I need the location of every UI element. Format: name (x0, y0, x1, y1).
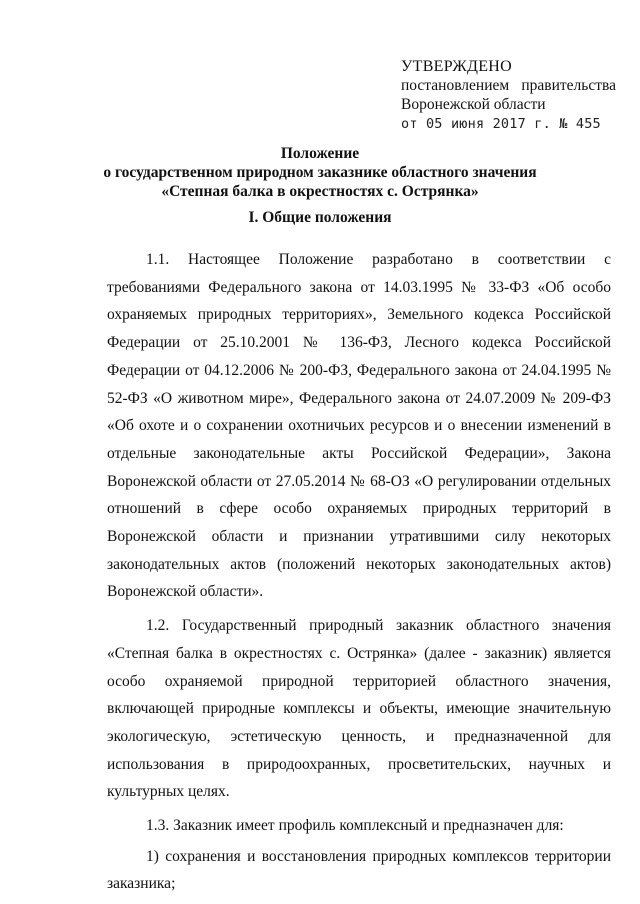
document-body (107, 246, 611, 904)
paragraph-1-2: 1.2. Государственный природный заказник областного значения «Степная балка в окрестностях с. Острянка» (далее - заказник) является особо охраняемой природной территорией областного значения, включающей природные комплексы и объекты, имеющие значительную экологическую, эстетическую ценность, и предназначенной для использования в природоохранных, просветительских, научных и культурных целях. (107, 617, 611, 801)
approval-line-1: постановлением правительства (401, 77, 616, 94)
paragraph-1-3-item-1: 1) сохранения и восстановления природных комплексов территории заказника; (107, 847, 611, 893)
title-line-3: «Степная балка в окрестностях с. Острянка» (161, 183, 479, 200)
approval-block (401, 57, 616, 134)
title-line-1: Положение (280, 145, 360, 162)
approval-date-stamp: от 05 июня 2017 г. № 455 (401, 116, 601, 132)
paragraph-1-1: 1.1. Настоящее Положение разработано в соответствии с требованиями Федерального закона от 14.03.1995 № 33-ФЗ «Об особо охраняемых природных территориях», Земельного кодекса Российской Федерации от 25.10.2001 № 136-ФЗ, Лесного кодекса Российской Федерации от 04.12.2006 № 200-ФЗ, Федерального закона от 24.04.1995 № 52-ФЗ «О животном мире», Федерального закона от 24.07.2009 № 209-ФЗ «Об охоте и о сохранении охотничьих ресурсов и о внесении изменений в отдельные законодательные акты Российской Федерации», Закона Воронежской области от 27.05.2014 № 68-ОЗ «О регулировании отдельных отношений в сфере особо охраняемых природных территорий в Воронежской области и признании утратившими силу некоторых законодательных актов (положений некоторых законодательных актов) Воронежской области». (107, 251, 611, 601)
section-heading: I. Общие положения (248, 209, 392, 226)
approval-line-2: Воронежской области (401, 96, 546, 113)
approval-heading: УТВЕРЖДЕНО (401, 58, 513, 75)
title-line-2: о государственном природном заказнике областного значения (103, 164, 537, 181)
paragraph-1-3: 1.3. Заказник имеет профиль комплексный и предназначен для: (146, 817, 564, 835)
document-title (0, 144, 640, 201)
